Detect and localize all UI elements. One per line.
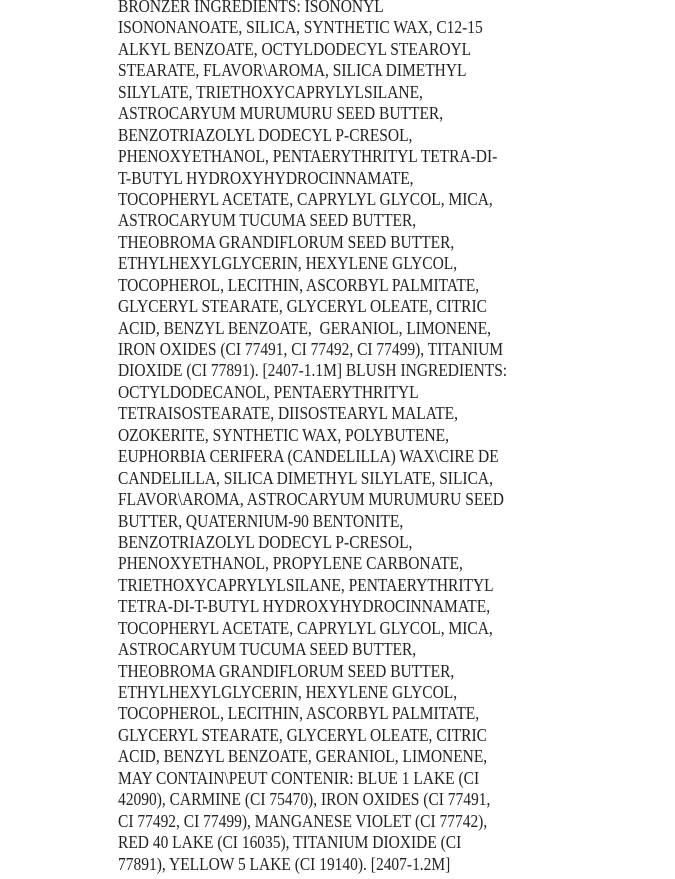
text-line: ETHYLHEXYLGLYCERIN, HEXYLENE GLYCOL, — [118, 682, 458, 702]
text-line: PHENOXYETHANOL, PROPYLENE CARBONATE, — [118, 553, 463, 574]
text-line: PHENOXYETHANOL, PENTAERYTHRITYL TETRA-DI- — [118, 146, 498, 167]
text-line: ETHYLHEXYLGLYCERIN, HEXYLENE GLYCOL, — [118, 253, 458, 274]
text-line: BUTTER, QUATERNIUM-90 BENTONITE, — [118, 510, 404, 531]
text-line: FLAVOR\AROMA, ASTROCARYUM MURUMURU SEED — [118, 489, 504, 510]
text-line: BRONZER INGREDIENTS: ISONONYL — [118, 0, 384, 16]
text-line: TOCOPHERYL ACETATE, CAPRYLYL GLYCOL, MICA, — [118, 188, 493, 209]
text-line: EUPHORBIA CERIFERA (CANDELILLA) WAX\CIRE DE — [118, 446, 499, 467]
text-line: GLYCERYL STEARATE, GLYCERYL OLEATE, CITRIC — [118, 724, 487, 745]
text-line: ACID, BENZYL BENZOATE, GERANIOL, LIMONENE, — [118, 746, 488, 767]
text-line: 42090), CARMINE (CI 75470), IRON OXIDES (CI 77491, — [118, 789, 491, 810]
text-line: CI 77492, CI 77499), MANGANESE VIOLET (CI 77742), — [118, 810, 488, 831]
text-line: OZOKERITE, SYNTHETIC WAX, POLYBUTENE, — [118, 424, 449, 445]
text-line: THEOBROMA GRANDIFLORUM SEED BUTTER, — [118, 660, 455, 681]
text-line: ISONONANOATE, SILICA, SYNTHETIC WAX, C12-15 — [118, 17, 483, 38]
text-line: TETRAISOSTEARATE, DIISOSTEARYL MALATE, — [118, 403, 458, 424]
text-line: OCTYLDODECANOL, PENTAERYTHRITYL — [118, 381, 419, 402]
text-line: MAY CONTAIN\PEUT CONTENIR: BLUE 1 LAKE (CI — [118, 767, 480, 788]
text-line: ASTROCARYUM MURUMURU SEED BUTTER, — [118, 103, 444, 124]
text-line: BENZOTRIAZOLYL DODECYL P-CRESOL, — [118, 124, 413, 145]
text-line: TOCOPHEROL, LECITHIN, ASCORBYL PALMITATE, — [118, 703, 480, 724]
text-line: DIOXIDE (CI 77891). [2407-1.1M] BLUSH INGREDIENTS: — [118, 360, 508, 381]
text-line: BENZOTRIAZOLYL DODECYL P-CRESOL, — [118, 531, 413, 552]
text-line: STEARATE, FLAVOR\AROMA, SILICA DIMETHYL — [118, 60, 467, 81]
text-line: ASTROCARYUM TUCUMA SEED BUTTER, — [118, 210, 417, 231]
text-line: TRIETHOXYCAPRYLYLSILANE, PENTAERYTHRITYL — [118, 574, 494, 595]
text-line: RED 40 LAKE (CI 16035), TITANIUM DIOXIDE (CI — [118, 832, 462, 853]
text-line: TETRA-DI-T-BUTYL HYDROXYHYDROCINNAMATE, — [118, 596, 491, 617]
text-line: TOCOPHERYL ACETATE, CAPRYLYL GLYCOL, MICA, — [118, 617, 493, 638]
text-line: T-BUTYL HYDROXYHYDROCINNAMATE, — [118, 167, 414, 188]
text-line: CANDELILLA, SILICA DIMETHYL SILYLATE, SILICA, — [118, 467, 493, 488]
text-line: 77891), YELLOW 5 LAKE (CI 19140). [2407-1.2M] — [118, 853, 451, 874]
text-line: THEOBROMA GRANDIFLORUM SEED BUTTER, — [118, 231, 455, 252]
text-line: IRON OXIDES (CI 77491, CI 77492, CI 77499), TITANIUM — [118, 339, 504, 359]
text-line: ASTROCARYUM TUCUMA SEED BUTTER, — [118, 639, 417, 660]
text-line: ALKYL BENZOATE, OCTYLDODECYL STEAROYL — [118, 38, 472, 59]
text-line: ACID, BENZYL BENZOATE, GERANIOL, LIMONENE, — [118, 317, 492, 338]
text-line: SILYLATE, TRIETHOXYCAPRYLYLSILANE, — [118, 81, 423, 102]
text-line: TOCOPHEROL, LECITHIN, ASCORBYL PALMITATE, — [118, 274, 480, 295]
ingredients-paragraph — [118, 0, 507, 875]
text-line: GLYCERYL STEARATE, GLYCERYL OLEATE, CITRIC — [118, 296, 487, 317]
